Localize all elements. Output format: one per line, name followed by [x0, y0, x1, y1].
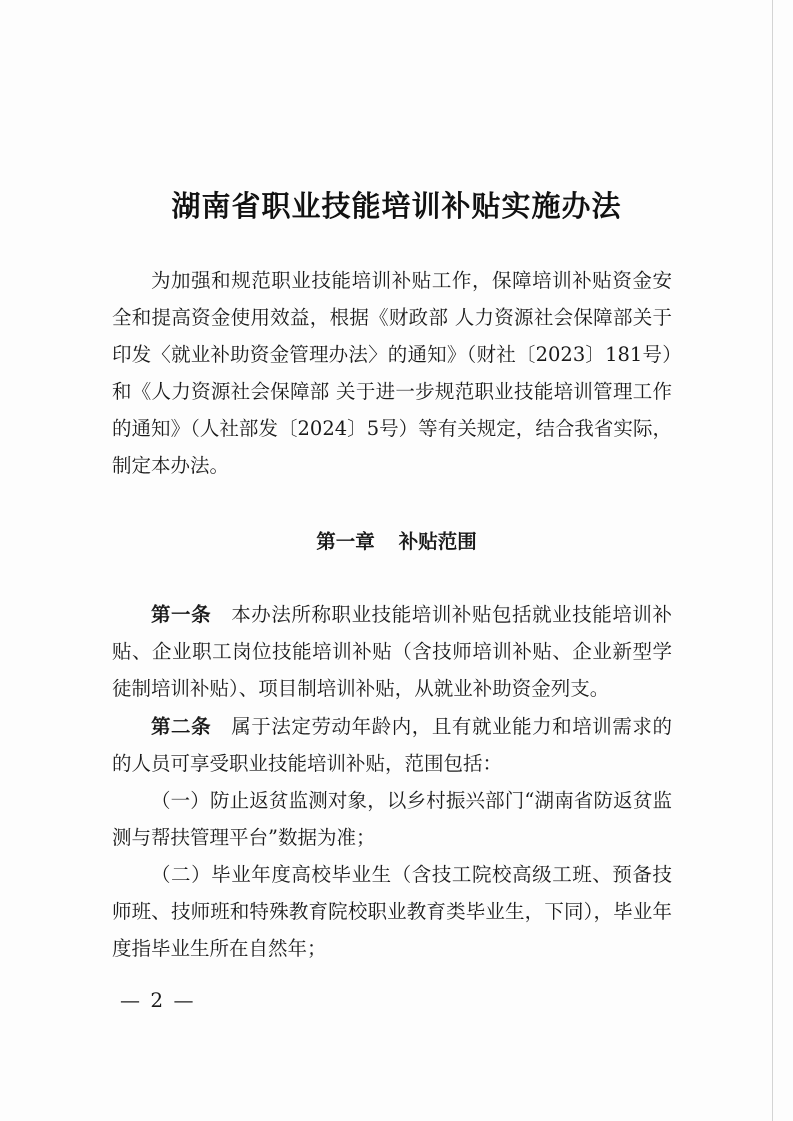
article-2-text: 属于法定劳动年龄内，且有就业能力和培训需求的的人员可享受职业技能培训补贴，范围包括：: [112, 715, 672, 775]
article-1-text: 本办法所称职业技能培训补贴包括就业技能培训补贴、企业职工岗位技能培训补贴（含技师培训补贴、企业新型学徒制培训补贴）、项目制培训补贴，从就业补助资金列支。: [112, 603, 672, 700]
article-2-label: 第二条: [151, 715, 212, 738]
chapter-heading: [0, 526, 793, 554]
preamble-paragraph: 为加强和规范职业技能培训补贴工作，保障培训补贴资金安全和提高资金使用效益，根据《财政部 人力资源社会保障部关于印发〈就业补助资金管理办法〉的通知》（财社〔2023〕181号）和《人力资源社会保障部 关于进一步规范职业技能培训管理工作的通知》（人社部发〔2024〕5号）等有关规定，结合我省实际，制定本办法。: [112, 269, 672, 477]
list-item-2: （二）毕业年度高校毕业生（含技工院校高级工班、预备技师班、技师班和特殊教育院校职业教育类毕业生，下同），毕业年度指毕业生所在自然年；: [112, 863, 672, 960]
chapter-name: 补贴范围: [398, 530, 477, 553]
scan-edge-line: [772, 0, 773, 1121]
chapter-number: 第一章: [316, 530, 375, 553]
list-item-1: （一）防止返贫监测对象，以乡村振兴部门“湖南省防返贫监测与帮扶管理平台”数据为准；: [112, 789, 672, 849]
article-2: [112, 708, 672, 782]
article-1-label: 第一条: [151, 603, 212, 626]
document-title: 湖南省职业技能培训补贴实施办法: [171, 189, 622, 223]
page-number: — 2 —: [120, 988, 196, 1012]
article-1: [112, 596, 672, 707]
